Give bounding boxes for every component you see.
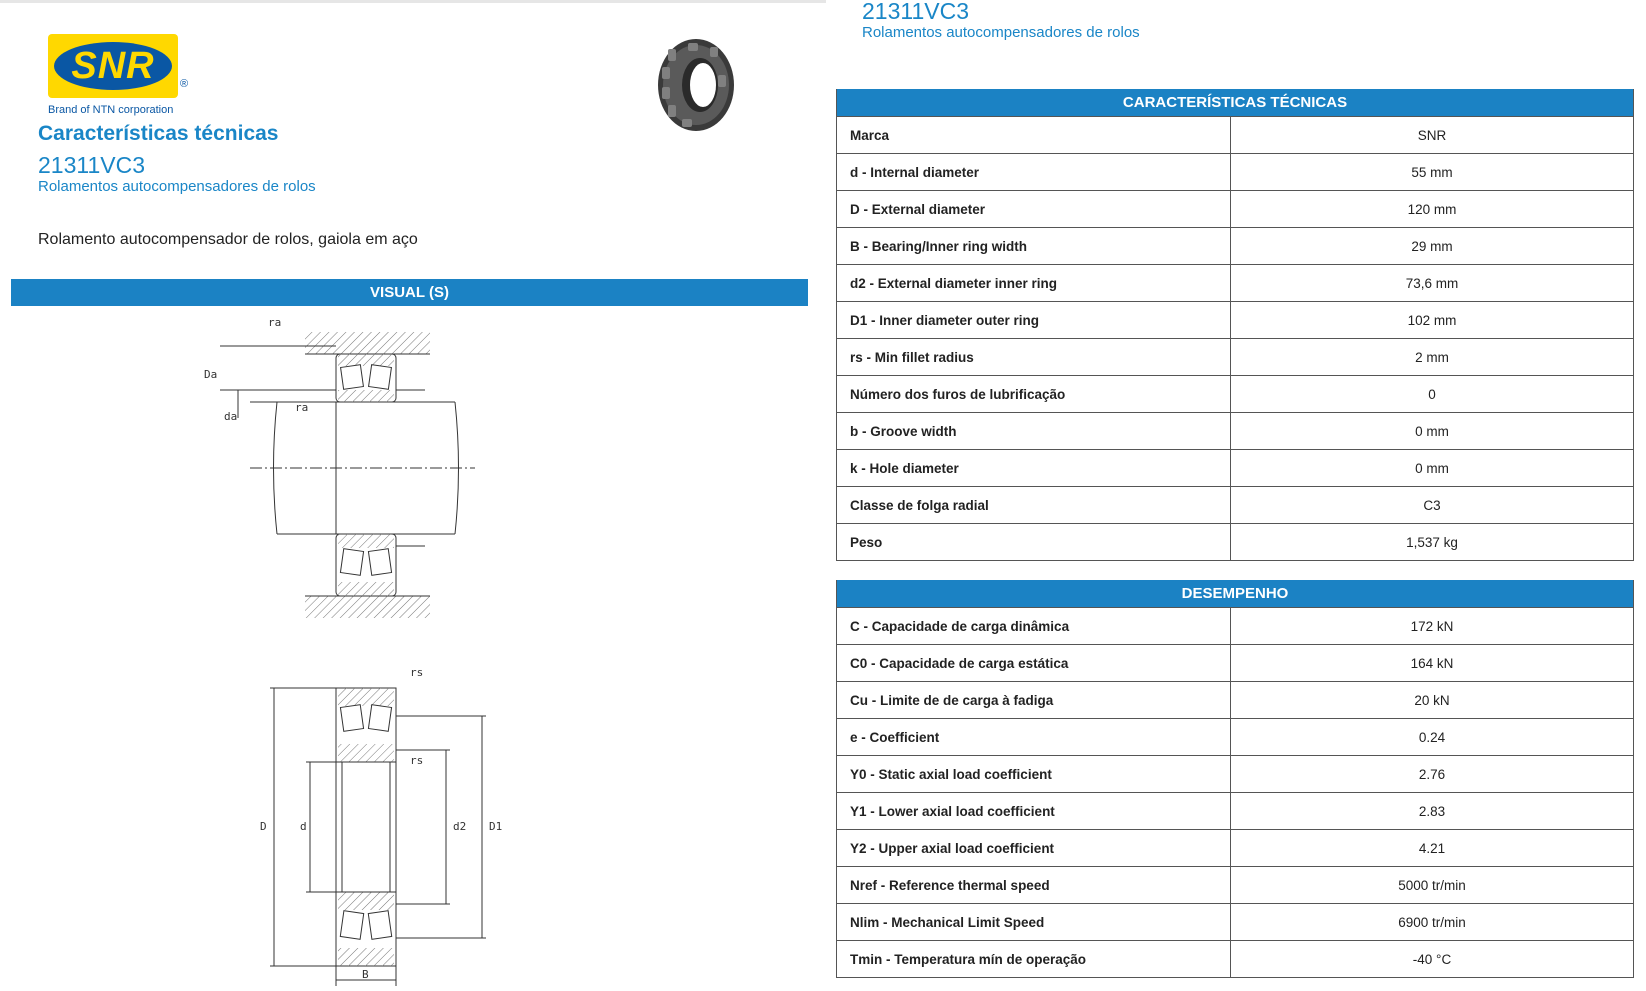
- row-label: Nref - Reference thermal speed: [837, 867, 1231, 903]
- performance-header: DESEMPENHO: [837, 580, 1633, 607]
- table-row: [837, 792, 1633, 829]
- table-row: [837, 449, 1633, 486]
- table-row: [837, 227, 1633, 264]
- table-row: [837, 644, 1633, 681]
- row-value: 164 kN: [1410, 655, 1454, 671]
- label-rs-mid: rs: [410, 754, 424, 767]
- table-row: [837, 903, 1633, 940]
- row-value: C3: [1423, 497, 1441, 513]
- row-value: 2.83: [1418, 803, 1446, 819]
- row-value: 20 kN: [1414, 692, 1450, 708]
- product-reference: 21311VC3: [38, 152, 145, 178]
- label-da: da: [224, 410, 238, 423]
- row-value: 172 kN: [1410, 618, 1454, 634]
- row-value: 73,6 mm: [1405, 275, 1459, 291]
- row-value: 5000 tr/min: [1398, 877, 1466, 893]
- row-label: Nlim - Mechanical Limit Speed: [837, 904, 1231, 940]
- row-value: SNR: [1417, 127, 1447, 143]
- row-label: Tmin - Temperatura mín de operação: [837, 941, 1231, 977]
- table-row: [837, 116, 1633, 153]
- table-row: [837, 301, 1633, 338]
- table-row: [837, 523, 1633, 560]
- row-label: D1 - Inner diameter outer ring: [837, 302, 1231, 338]
- product-category: Rolamentos autocompensadores de rolos: [38, 178, 316, 195]
- table-row: [837, 607, 1633, 644]
- row-value: 29 mm: [1411, 238, 1453, 254]
- row-value: 0: [1428, 386, 1436, 402]
- table-row: [837, 940, 1633, 977]
- row-label: B - Bearing/Inner ring width: [837, 228, 1231, 264]
- row-label: Cu - Limite de de carga à fadiga: [837, 682, 1231, 718]
- row-value: 0 mm: [1415, 423, 1449, 439]
- technical-characteristics-header: CARACTERÍSTICAS TÉCNICAS: [837, 89, 1633, 116]
- label-d2: d2: [453, 820, 467, 833]
- table-row: [837, 486, 1633, 523]
- table-row: [837, 718, 1633, 755]
- row-label: Número dos furos de lubrificação: [837, 376, 1231, 412]
- bearing-photo: [648, 35, 738, 135]
- row-value: 1,537 kg: [1406, 534, 1458, 550]
- row-value: -40 °C: [1412, 951, 1452, 967]
- row-value: 102 mm: [1407, 312, 1457, 328]
- row-label: b - Groove width: [837, 413, 1231, 449]
- table-row: [837, 153, 1633, 190]
- row-value: 6900 tr/min: [1398, 914, 1466, 930]
- row-label: Marca: [837, 117, 1231, 153]
- product-description: Rolamento autocompensador de rolos, gaiola em aço: [38, 231, 418, 248]
- logo-text: SNR: [71, 45, 155, 87]
- row-label: d - Internal diameter: [837, 154, 1231, 190]
- table-row: [837, 866, 1633, 903]
- row-value: 0.24: [1418, 729, 1446, 745]
- row-label: Y1 - Lower axial load coefficient: [837, 793, 1231, 829]
- label-Da: Da: [204, 368, 218, 381]
- row-value: 2.76: [1418, 766, 1446, 782]
- bearing-technical-drawing: [190, 318, 520, 988]
- row-label: Y0 - Static axial load coefficient: [837, 756, 1231, 792]
- row-label: e - Coefficient: [837, 719, 1231, 755]
- row-label: Peso: [837, 524, 1231, 560]
- snr-logo: [48, 34, 196, 118]
- row-label: k - Hole diameter: [837, 450, 1231, 486]
- table-row: [837, 338, 1633, 375]
- label-d: d: [300, 820, 307, 833]
- row-value: 0 mm: [1415, 460, 1449, 476]
- row-value: 2 mm: [1415, 349, 1449, 365]
- table-row: [837, 829, 1633, 866]
- label-D1: D1: [489, 820, 503, 833]
- table-row: [837, 264, 1633, 301]
- product-reference-right: 21311VC3: [862, 0, 969, 24]
- technical-characteristics-table: [836, 89, 1634, 561]
- row-label: Y2 - Upper axial load coefficient: [837, 830, 1231, 866]
- table-row: [837, 681, 1633, 718]
- logo-tagline: Brand of NTN corporation: [48, 104, 174, 116]
- row-label: C - Capacidade de carga dinâmica: [837, 608, 1231, 644]
- label-ra-top: ra: [268, 318, 282, 329]
- row-label: d2 - External diameter inner ring: [837, 265, 1231, 301]
- performance-table: [836, 580, 1634, 978]
- label-B: B: [362, 968, 369, 981]
- table-row: [837, 412, 1633, 449]
- row-value: 120 mm: [1407, 201, 1457, 217]
- row-value: 55 mm: [1411, 164, 1453, 180]
- section-title: Características técnicas: [38, 122, 279, 145]
- row-label: Classe de folga radial: [837, 487, 1231, 523]
- logo-registered-mark: ®: [180, 78, 189, 90]
- row-value: 4.21: [1418, 840, 1446, 856]
- table-row: [837, 755, 1633, 792]
- table-row: [837, 375, 1633, 412]
- label-ra-mid: ra: [295, 401, 309, 414]
- label-D: D: [260, 820, 267, 833]
- product-category-right: Rolamentos autocompensadores de rolos: [862, 24, 1140, 41]
- top-divider: [0, 0, 826, 3]
- row-label: rs - Min fillet radius: [837, 339, 1231, 375]
- row-label: D - External diameter: [837, 191, 1231, 227]
- table-row: [837, 190, 1633, 227]
- row-label: C0 - Capacidade de carga estática: [837, 645, 1231, 681]
- label-rs-top: rs: [410, 666, 424, 679]
- visual-section-header: VISUAL (S): [11, 279, 808, 306]
